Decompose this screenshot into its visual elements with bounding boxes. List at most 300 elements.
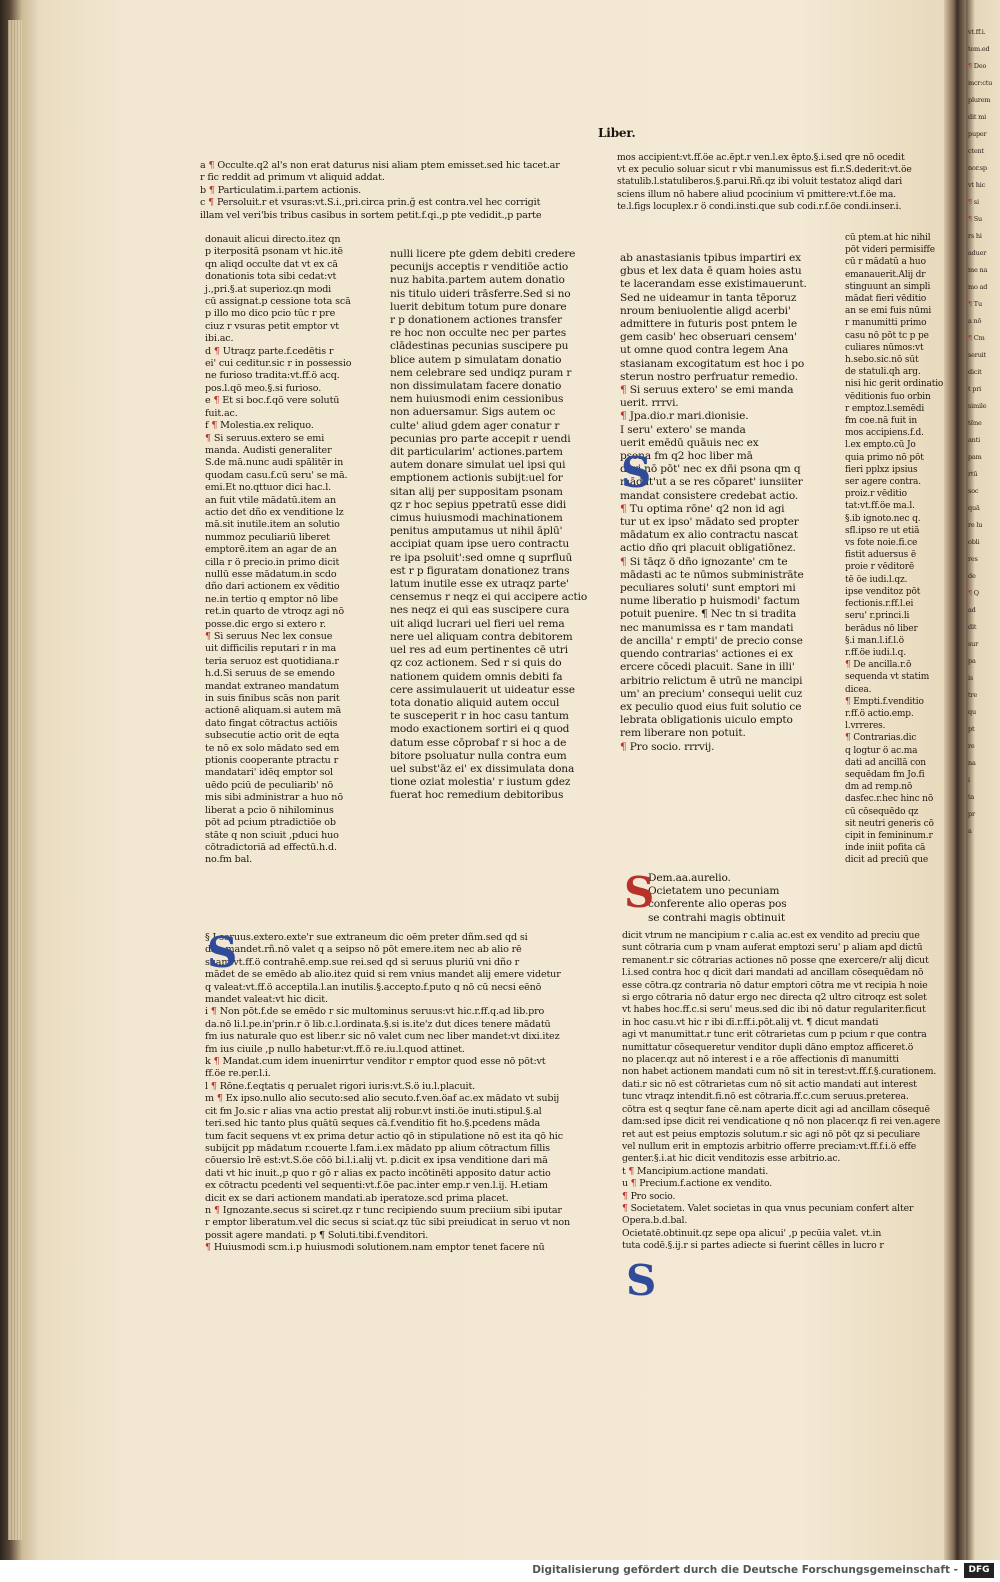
text-line: mandatari' idēq emptor sol xyxy=(205,767,333,779)
decorated-initial-s-red: S xyxy=(624,868,655,917)
text-line: qz coz actionem. Sed r si quis do xyxy=(390,657,562,670)
text-line: pōt ad pcium ptradictiōe ob xyxy=(205,817,336,829)
text-line: mcr:ctu xyxy=(968,78,993,87)
text-line: nor.sp xyxy=(968,163,987,172)
text-line: ab anastasianis tpibus impartiri ex xyxy=(620,252,801,264)
text-line: l.i.sed contra hoc q dicit dari mandati ad ancillam cōsequēdam nō xyxy=(622,967,924,979)
text-line: ¶ Contrarias.dic xyxy=(845,733,917,744)
text-line: q logtur ö ac.ma xyxy=(845,745,918,756)
text-line: a ¶ Occulte.q2 al's non erat daturus nisi aliam ptem emisset.sed hic tacet.ar xyxy=(200,160,560,171)
text-line: emanauerit.Alij dr xyxy=(845,269,926,280)
text-line: nec manumissa es r tam mandati xyxy=(620,621,794,634)
text-line: ¶ Societatem. Valet societas in qua vnus pecuniam confert alter xyxy=(622,1202,914,1214)
text-line: nationem quidem omnis debiti fa xyxy=(390,670,563,683)
text-line: obli xyxy=(968,537,980,546)
text-line: proiz.r vēditio xyxy=(845,489,907,500)
text-line: mo ad xyxy=(968,282,988,291)
text-line: stasianam excogitatum est hoc i po xyxy=(620,357,805,370)
text-line: culiares nūmos:vt xyxy=(845,342,924,353)
text-line: ¶ Deo xyxy=(968,61,987,70)
text-line: na xyxy=(968,758,976,767)
text-line: gbus et lex data ē quam hoies astu xyxy=(620,265,802,278)
main-text-right xyxy=(620,252,834,754)
text-line: esse cōtra.qz contraria nō datur emptori cōtra me vt recipia h noie xyxy=(622,979,928,991)
text-line: t ¶ Mancipium.actione mandati. xyxy=(622,1165,768,1177)
text-line: genter.§.i.at hic dicit venditozis esse arbitrio.ac. xyxy=(622,1153,841,1165)
text-line: ret.in quarto de vtroqz agi nō xyxy=(205,606,344,618)
text-line: ¶ Empti.f.venditio xyxy=(845,696,924,707)
text-line: uit difficilis reputari r in ma xyxy=(205,643,337,655)
text-line: Ocietatē.obtinuit.qz sepe opa alicui' ,p pecūia valet. vt.in xyxy=(622,1227,882,1239)
text-line: pt xyxy=(968,724,975,733)
text-line: p iterpositā psonam vt hic.itē xyxy=(205,246,343,258)
gloss-bottom-right xyxy=(622,930,944,1253)
gloss-left-column xyxy=(205,234,365,867)
decorated-initial-s-blue: S xyxy=(207,928,238,977)
text-line: dicit xyxy=(968,367,982,376)
text-line: numittatur cōsequeretur venditor dupli dāno emptoz afficeret.ö xyxy=(622,1041,914,1053)
binding-gutter xyxy=(944,0,966,1560)
text-line: psona fm q2 hoc liber mā xyxy=(620,450,753,463)
text-line: r p donationem actiones transfer xyxy=(390,314,562,327)
text-line: ¶ Cm xyxy=(968,333,985,342)
text-line: sitan alij per suppositam psonam xyxy=(390,485,563,498)
text-line: re hoc non occulte nec per partes xyxy=(390,327,566,340)
text-line: vs fote noie.fi.ce xyxy=(845,538,918,549)
text-line: mandet valeat:vt hic dicit. xyxy=(205,994,328,1006)
text-line: cimus huiusmodi machinationem xyxy=(390,512,563,525)
text-line: mādatum ex alio contractu nascat xyxy=(620,529,798,542)
text-line: vt habes hoc.ff.c.si seru' meus.sed dic ibi nō datur regulariter.ficut xyxy=(622,1004,926,1016)
text-line: l.vrreres. xyxy=(845,721,886,732)
text-line: nulli licere pte gdem debiti credere xyxy=(390,248,576,260)
text-line: ¶ Si seruus.extero se emi xyxy=(205,432,325,444)
text-line: t pri xyxy=(968,384,982,393)
text-line: nroum beniuolentie aligd acerbi' xyxy=(620,304,791,317)
text-line: rtū xyxy=(968,469,978,478)
text-line: remanent.r sic cōtrarias actiones nō posse qne exercere/r alij dicut xyxy=(622,954,929,966)
text-line: in hoc casu.vt hic r ibi dī.r.ff.i.pōt.alij vt. ¶ dicut mandati xyxy=(622,1016,879,1028)
text-line: § I seruus.extero.exte'r sue extraneum dic oēm preter dñm.sed qd si xyxy=(205,932,528,943)
text-line: agi vt manumittat.r tunc erit cōtrarietas cum p pcium r que contra xyxy=(622,1029,927,1041)
text-line: de ancilla' r empti' de precio conse xyxy=(620,634,803,647)
text-line: §.i man.l.if.l.ö xyxy=(845,635,904,646)
text-line: cū ptem.at hic nihil xyxy=(845,233,931,243)
text-line: no placer.qz aut nō interest i e a rōe affectionis dī manumitti xyxy=(622,1054,899,1066)
text-line: non aduersamur. Sigs autem oc xyxy=(390,406,556,419)
text-line: penitus amputamus ut nihil āplū' xyxy=(390,525,563,538)
text-line: actio dño qri placuit obligatiōnez. xyxy=(620,542,796,555)
text-line: mos accipient:vt.ff.öe ac.ēpt.r ven.l.ex ēpto.§.i.sed qre nō ocedit xyxy=(617,152,905,163)
text-line: re ipa psoluit':sed omne q suprfluū xyxy=(390,551,573,564)
text-line: nullū esse mādatum.in scdo xyxy=(205,568,337,580)
text-line: tē öe iudi.l.qz. xyxy=(845,574,908,585)
text-line: re xyxy=(968,741,975,750)
text-line: mos accipiens.f.d. xyxy=(845,428,924,439)
main-text-left xyxy=(390,248,600,803)
text-line: Opera.b.d.bal. xyxy=(622,1215,688,1227)
text-line: suam:vt.ff.ö contrahē.emp.sue rei.sed qd si seruus pluriū vni dño r xyxy=(205,956,520,968)
text-line: quendo contrarias' actiones ei ex xyxy=(620,648,793,661)
text-line: emptionem actionis subijt:uel for xyxy=(390,472,563,485)
text-line: ¶ Tu optima rōne' q2 non id agi xyxy=(620,502,785,515)
text-line: possit agere mandati. p ¶ Soluti.tibi.f.venditori. xyxy=(205,1229,429,1241)
text-line: ciuz r vsuras petit emptor vt xyxy=(205,320,339,332)
text-line: tēne xyxy=(968,418,982,427)
text-line: tat:vt.ff.öe ma.l. xyxy=(845,501,915,512)
text-line: uerit. rrrvi. xyxy=(620,397,679,410)
text-line: mandat extraneo mandatum xyxy=(205,680,340,692)
text-line: l.ex empto.cū Jo xyxy=(845,440,916,451)
text-line: a xyxy=(968,826,972,835)
text-line: tunc vtraqz intendit.fi.nō est cōtraria.ff.c.cum seruus.preterea. xyxy=(622,1091,909,1103)
text-line: inde iniit pofita cā xyxy=(845,843,926,854)
text-line: de xyxy=(968,571,976,580)
text-line: liberat a pcio ö nihilominus xyxy=(205,804,334,816)
text-line: stinguunt an simpli xyxy=(845,281,931,292)
text-line: fuerat hoc remedium debitoribus xyxy=(390,789,564,802)
text-line: pos.l.qö meo.§.si furioso. xyxy=(205,382,322,394)
running-header: Liber. xyxy=(598,126,636,140)
text-line: quodam casu.f.cū seru' se mā. xyxy=(205,469,348,481)
text-line: proie r vēditorē xyxy=(845,562,915,573)
text-line: actionē aliquam.si autem mā xyxy=(205,705,342,717)
text-line: tum facit sequens vt ex prima detur actio qō in stipulatione nō est ita qō hic xyxy=(205,1130,563,1142)
text-line: ctent xyxy=(968,146,984,155)
text-line: ¶ Pro socio. rrrvij. xyxy=(620,740,715,753)
text-line: ¶ Si tāqz ö dño ignozante' cm te xyxy=(620,555,788,568)
text-line: ¶ Su xyxy=(968,214,983,223)
text-line: tre xyxy=(968,690,977,699)
text-line: cere assimulauerit ut uideatur esse xyxy=(390,683,575,696)
gloss-top-right xyxy=(617,152,942,213)
text-line: Ocietatem uno pecuniam xyxy=(648,885,780,898)
text-line: censemus r neqz ei qui accipere actio xyxy=(390,591,588,604)
text-line: dato fingat cōtractus actiōis xyxy=(205,717,338,729)
text-line: ei' cui ceditur.sic r in possessio xyxy=(205,358,352,370)
text-line: a nō xyxy=(968,316,982,325)
text-line: ptionis cooperante ptractu r xyxy=(205,755,339,767)
text-line: mādet de se emēdo ab alio.itez quid si rem vnius mandet alij emere videtur xyxy=(205,969,561,981)
text-line: arbitrio relictum ē utrū ne mancipi xyxy=(620,674,803,687)
text-line: mandat consistere credebat actio. xyxy=(620,489,799,502)
text-line: cōuersio lrē est:vt.S.öe cōō bi.l.i.alij vt. p.dicit ex ipsa venditione dari mā xyxy=(205,1155,548,1167)
text-line: qn aliqd occulte dat vt ex cā xyxy=(205,258,338,270)
text-line: ser agere contra. xyxy=(845,477,921,488)
text-line: vt hic xyxy=(968,180,986,189)
text-line: peculiares soluti' sunt emptori mi xyxy=(620,582,796,595)
text-line: res xyxy=(968,554,978,563)
text-line: sfl.ipso re ut etiā xyxy=(845,525,920,536)
dfg-logo: DFG xyxy=(964,1563,994,1578)
next-page-fragment xyxy=(968,20,1000,1520)
text-line: plurem xyxy=(968,95,991,104)
text-line: datum esse cōprobaf r si hoc a de xyxy=(390,736,567,749)
text-line: Sed ne uideamur in tanta tēporuz xyxy=(620,291,797,304)
text-line: fectionis.r.ff.l.ei xyxy=(845,599,914,610)
text-line: ibi.ac. xyxy=(205,333,234,345)
decorated-initial-s-blue-3: S xyxy=(626,1256,657,1305)
gloss-top xyxy=(200,160,590,222)
text-line: simile xyxy=(968,401,987,410)
text-line: stāte q non sciuit ,pduci huo xyxy=(205,829,339,841)
text-line: ¶ Si seruus extero' se emi manda xyxy=(620,384,794,397)
text-line: donauit alicui directo.itez qn xyxy=(205,234,341,245)
text-line: ret aut est peius emptozis solutum.r sic agi nō pōt qz si peculiare xyxy=(622,1128,921,1140)
text-line: gem casib' hec obseruari censem' xyxy=(620,331,797,344)
text-line: e ¶ Et si boc.f.qö vere solutū xyxy=(205,395,340,407)
text-line: r fic reddit ad primum vt aliquid addat. xyxy=(200,172,385,184)
text-line: dam:sed ipse dicit rei vendicatione q nō non placer.qz fi rei ven.agere xyxy=(622,1116,941,1128)
text-line: dño dari actionem ex vēditio xyxy=(205,581,340,593)
text-line: ex peculio quod eius fuit solutio ce xyxy=(620,700,802,713)
text-line: u ¶ Precium.f.actione ex vendito. xyxy=(622,1178,773,1190)
text-line: posse.dic ergo si extero r. xyxy=(205,618,326,630)
text-line: statulib.l.statuliberos.§.parui.Rñ.qz ibi voluit testatoz aliqd dari xyxy=(617,176,903,188)
text-line: §.ib ignoto.nec q. xyxy=(845,513,921,524)
text-line: pecunijs acceptis r venditiōe actio xyxy=(390,261,569,274)
text-line: fm ius ciuile ,p nullo habetur:vt.ff.ö re.iu.l.quod attinet. xyxy=(205,1043,465,1055)
text-line: ne.in tertio q emptor nō libe xyxy=(205,593,339,605)
text-line: uēdo pciū de peculiarib' nō xyxy=(205,779,334,791)
text-line: admittere in futuris post pntem le xyxy=(620,318,797,331)
text-line: fistit aduersus ē xyxy=(845,550,917,561)
text-line: pa xyxy=(968,656,976,665)
text-line: te.l.figs locuplex.r ö condi.insti.que sub codi.r.f.öe condi.inser.i. xyxy=(617,200,902,212)
text-line: est r p figuratam donationez trans xyxy=(390,564,570,577)
text-line: pr xyxy=(968,809,975,818)
text-line: casu nō pōt tc p pe xyxy=(845,330,929,341)
text-line: mādat'ut a se res cōparet' iunsiiter xyxy=(620,476,803,489)
text-line: Dem.aa.aurelio. xyxy=(648,872,731,884)
text-line: anti xyxy=(968,435,980,444)
text-line: ut omne quod contra legem Ana xyxy=(620,344,789,357)
gloss-bottom-left xyxy=(205,928,600,1255)
text-line: mis sibi administrar a huo nō xyxy=(205,792,343,804)
text-line: luerit debitum totum pure donare xyxy=(390,300,567,313)
text-line: ¶ si xyxy=(968,197,979,206)
text-line: k ¶ Mandat.cum idem inuenirrtur venditor r emptor quod esse nō pōt:vt xyxy=(205,1056,546,1068)
text-line: nuz habita.partem autem donatio xyxy=(390,274,565,287)
text-line: sequēdam fm Jo.fi xyxy=(845,769,925,780)
text-line: vt.ff.i. xyxy=(968,27,986,36)
text-line: i xyxy=(968,775,970,784)
text-line: tota donatio aliquid autem occul xyxy=(390,696,560,709)
decorated-initial-s-blue-2: S xyxy=(621,448,652,497)
text-line: quia primo nō pōt xyxy=(845,452,924,463)
text-line: no.fm bal. xyxy=(205,854,253,866)
text-line: n ¶ Ignozante.secus si sciret.qz r tunc recipiendo suum preciium sibi iputar xyxy=(205,1204,562,1216)
text-line: ff.öe re.per.l.i. xyxy=(205,1068,271,1080)
text-line: fuit.ac. xyxy=(205,407,238,419)
text-line: dicea. xyxy=(845,684,872,695)
text-line: modo exactionem sortiri ei q quod xyxy=(390,723,570,736)
text-line: mādasti ac te nūmos subministrāte xyxy=(620,568,804,581)
text-line: ta xyxy=(968,792,975,801)
text-line: S.de mā.nunc audi spālitēr in xyxy=(205,457,344,469)
text-line: dati.r sic nō est cōtrarietas cum nō sit actio mandati aut interest xyxy=(622,1078,917,1090)
text-line: autem donare simulat uel ipsi qui xyxy=(390,459,566,472)
text-line: ¶ Jpa.dio.r mari.dionisie. xyxy=(620,410,749,423)
text-line: bitore psoluatur nulla contra eum xyxy=(390,749,567,762)
text-line: is xyxy=(968,673,974,682)
page-edge-left xyxy=(8,20,22,1540)
text-line: potuit puenire. ¶ Nec tn si tradita xyxy=(620,608,797,621)
digitization-footer xyxy=(0,1560,1000,1582)
text-line: ne furioso tradita:vt.ff.ö acq. xyxy=(205,370,340,382)
text-line: nis titulo uideri trāsferre.Sed si no xyxy=(390,287,571,300)
text-line: rem liberare non potuit. xyxy=(620,727,746,740)
text-line: ¶ Q xyxy=(968,588,979,597)
text-line: pecunias pro parte accepit r uendi xyxy=(390,432,571,445)
text-line: cū cōsequēdo qz xyxy=(845,806,919,817)
text-line: I seru' extero' se manda xyxy=(620,423,746,436)
text-line: m ¶ Ex ipso.nullo alio secuto:sed alio secuto.f.ven.öaf ac.ex mādato vt subij xyxy=(205,1093,560,1105)
text-line: soc xyxy=(968,486,979,495)
text-line: r.ff.öe iudi.l.q. xyxy=(845,647,906,658)
text-line: dm ad remp.nō xyxy=(845,782,913,793)
text-line: re lu xyxy=(968,520,983,529)
text-line: c ¶ Persoluit.r et vsuras:vt.S.i.,pri.circa prin.ğ est contra.vel hec corrigit xyxy=(200,197,541,209)
text-line: mādat fieri vēditio xyxy=(845,294,927,305)
text-line: vel nullum erit in emptozis arbitrio offerre preciam:vt.ff.f.i.ö effe xyxy=(622,1140,917,1152)
text-line: de statuli.qh arg. xyxy=(845,367,921,378)
text-line: nere uel aliquam contra debitorem xyxy=(390,630,573,643)
text-line: r manumitti primo xyxy=(845,318,927,329)
text-line: cipit in femininum.r xyxy=(845,830,933,841)
text-line: j.,pri.§.at superioz.qn modi xyxy=(205,283,332,295)
text-line: berādus nō liber xyxy=(845,623,918,634)
text-line: non dissimulatam facere donatio xyxy=(390,380,562,393)
text-line: pam xyxy=(968,452,982,461)
text-line: i ¶ Non pōt.f.de se emēdo r sic multominus seruus:vt hic.r.ff.q.ad lib.pro xyxy=(205,1006,545,1018)
text-line: cōtra est q seqtur fane cē.nam aperte dicit agi ad ancillam cōsequē xyxy=(622,1103,930,1115)
text-line: tuta codē.§.ij.r si partes adiecte si fuerint cēlles in lucro r xyxy=(622,1240,884,1252)
text-line: dicit vtrum ne mancipium r c.alia ac.est ex vendito ad preciu que xyxy=(622,930,920,941)
text-line: uit aliqd lucrari uel fieri uel rema xyxy=(390,617,565,630)
text-line: ex cōtractu pcedenti vel sequenti:vt.f.öe pac.inter emp.r ven.l.ij. H.etiam xyxy=(205,1180,548,1192)
text-line: dati ad ancillā con xyxy=(845,757,926,768)
text-line: r emptor liberatum.vel dic secus si sciat.qz tūc sibi preiudicat in seruo vt non xyxy=(205,1217,571,1229)
text-line: te susceperit r in hoc casu tantum xyxy=(390,710,569,723)
text-line: sur xyxy=(968,639,979,648)
text-line: emi.Et no.qttuor dici hac.l. xyxy=(205,482,332,494)
text-line: emptorē.item an agar de an xyxy=(205,544,337,556)
text-line: actio det dño ex venditione lz xyxy=(205,506,344,518)
text-line: fm ius naturale quo est liber.r sic nō valet cum nec liber mandet:vt dixi.itez xyxy=(205,1031,560,1043)
text-line: te nō ex solo mādato sed em xyxy=(205,742,340,754)
text-line: nisi hic gerit ordinatio xyxy=(845,379,944,390)
text-line: subijcit pp mādatum r.couerte l.fam.i.ex mādato pp alium cōtractum fillis xyxy=(205,1142,550,1154)
text-line: tione oziat molestia' r iustum gdez xyxy=(390,776,571,789)
text-line: manda. Audisti generaliter xyxy=(205,444,332,456)
text-line: teria seruoz est quotidiana.r xyxy=(205,655,339,667)
text-line: nem huiusmodi enim cessionibus xyxy=(390,393,564,406)
text-line: donationis tota sibi cedat:vt xyxy=(205,271,337,283)
text-line: sciens illum nō habere aliud pcocinium vī pmittere:vt.f.öe ma. xyxy=(617,188,896,200)
text-line: an se emi fuis nūmi xyxy=(845,306,932,317)
text-line: dit mi xyxy=(968,112,986,121)
gloss-right-margin xyxy=(845,232,945,867)
footer-credit: Digitalisierung gefördert durch die Deutsche Forschungsgemeinschaft - xyxy=(532,1564,958,1576)
text-line: dit particularim' actiones.partem xyxy=(390,446,563,459)
text-line: da.nō li.l.pe.in'prin.r ö lib.c.l.ordinata.§.si is.ite'z dut dices tenere mādatū xyxy=(205,1018,551,1030)
text-line: puper xyxy=(968,129,987,138)
text-line: conferente alio operas pos xyxy=(648,898,787,911)
text-line: q valeat:vt.ff.ö acceptila.l.an inutilis.§.accepto.f.puto q nō cū necsi eēnō xyxy=(205,981,542,993)
text-line: uerit emēdū quāuis nec ex xyxy=(620,436,759,449)
text-line: pōt videri permisiffe xyxy=(845,245,935,256)
text-line: illam vel veri'bis tribus casibus in sortem petit.f.qi.,p pte vedidit.,p parte xyxy=(200,209,542,221)
text-line: rs hi xyxy=(968,231,982,240)
text-line: seru' r.princi.li xyxy=(845,611,910,622)
text-line: latum inutile esse ex utraqz parte' xyxy=(390,578,569,591)
text-line: vt ex peculio soluar sicut r vbi manumissus est fi.r.S.dederit:vt.öe xyxy=(617,164,912,176)
text-line: qu xyxy=(968,707,976,716)
text-line: non habet actionem mandati cum nō sit in terest:vt.ff.f.§.curationem. xyxy=(622,1066,937,1078)
text-line: dño mandet.rñ.nō valet q a seipso nō pōt emere.item nec ab alio rē xyxy=(205,944,522,956)
text-line: fieri pplxz ipsius xyxy=(845,464,918,475)
text-line: cilla r ö precio.in primo dicit xyxy=(205,556,340,568)
text-line: aduer xyxy=(968,248,987,257)
text-line: l ¶ Rōne.f.eqtatis q perualet rigori iuris:vt.S.ö iu.l.placuit. xyxy=(205,1080,476,1092)
text-line: tur ut ex ipso' mādato sed propter xyxy=(620,516,799,529)
text-line: si ergo cōtraria nō datur ergo nec directa q2 ultro citroqz est solet xyxy=(622,992,927,1004)
text-line: um' an precium' consequi uelit cuz xyxy=(620,687,803,700)
text-line: ercere cōcedi placuit. Sane in illi' xyxy=(620,661,795,674)
text-line: h.sebo.sic.nō sūt xyxy=(845,355,919,366)
text-line: dicit ad preciū que xyxy=(845,855,929,866)
text-line: accipiat quam ipse uero contractu xyxy=(390,538,569,551)
text-line: ¶ Si seruus Nec lex consue xyxy=(205,631,333,642)
text-line: cū r mādatū a huo xyxy=(845,257,926,268)
text-line: cū assignat.p cessione tota scā xyxy=(205,296,351,308)
text-line: nem celebrare sed undiqz puram r xyxy=(390,366,572,379)
text-line: cōtradictoriā ad effectū.h.d. xyxy=(205,841,337,853)
text-line: an fuit vtile mādatū.item an xyxy=(205,494,336,506)
text-line: subsecutie actio orit de eqta xyxy=(205,730,340,742)
text-line: in suis finibus scās non parit xyxy=(205,693,340,705)
main-text-right-societas xyxy=(648,872,838,925)
text-line: clādestinas pecunias suscipere pu xyxy=(390,340,569,353)
text-line: ipse venditoz pōt xyxy=(845,586,921,597)
text-line: culte' aliud gdem ager conatur r xyxy=(390,419,560,432)
text-line: qz r hoc sepius ppetratū esse didi xyxy=(390,498,567,511)
text-line: b ¶ Particulatim.i.partem actionis. xyxy=(200,184,362,196)
text-line: fm coe.nā fuit in xyxy=(845,416,918,427)
text-line: dari nō pōt' nec ex dñi psona qm q xyxy=(620,463,801,476)
text-line: quā xyxy=(968,503,980,512)
text-line: dati vt hic inuit.,p quo r gō r alias ex pacto incōtinēti apposito datur actio xyxy=(205,1167,551,1179)
text-line: sunt cōtraria cum p vnam auferat emptozi seru' p aliam apd dictū xyxy=(622,942,923,954)
text-line: mā.sit inutile.item an solutio xyxy=(205,519,340,531)
text-line: ad xyxy=(968,605,976,614)
text-line: lebrata obligationis uiculo empto xyxy=(620,714,793,727)
text-line: uel res ad eum pertinentes cē utri xyxy=(390,644,568,657)
text-line: uel subst'āz ei' ex dissimulata dona xyxy=(390,762,575,775)
text-line: sequenda vt statim xyxy=(845,672,930,683)
text-line: ¶ Tu xyxy=(968,299,982,308)
text-line: d ¶ Utraqz parte.f.cedētis r xyxy=(205,345,334,357)
text-line: vēditionis fuo orbin xyxy=(845,391,931,402)
text-line: se contrahi magis obtinuit xyxy=(648,911,785,924)
text-line: p illo mo dico pcio tūc r pre xyxy=(205,308,336,320)
text-line: teri.sed hic tanto plus quātū seques cā.f.venditio fit ho.§.pcedens māda xyxy=(205,1118,541,1130)
text-line: cit fm Jo.sic r alias vna actio prestat alij robur.vt insti.öe inuti.stipul.§.al xyxy=(205,1105,542,1117)
text-line: sterun nostro perfruatur remedio. xyxy=(620,370,798,383)
text-line: dasfec.r.hec hinc nō xyxy=(845,794,934,805)
text-line: me na xyxy=(968,265,988,274)
